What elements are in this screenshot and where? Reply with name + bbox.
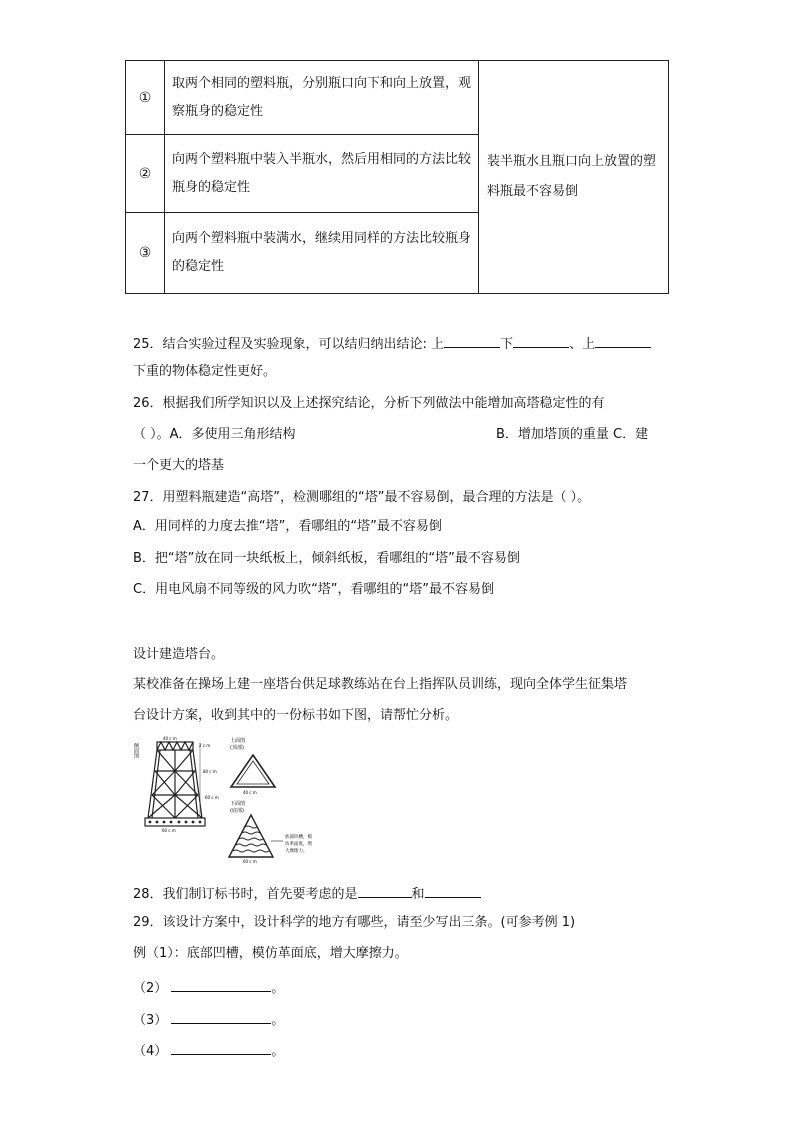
answer-item-2: （2） 。 [133, 977, 284, 998]
bottom-view-label-2: (底部) [230, 808, 244, 814]
dim-top: 40 c m [163, 736, 177, 741]
question-26: 26．根据我们所学知识以及上述探究结论，分析下列做法中能增加高塔稳定性的有 [133, 396, 605, 411]
result-cell: 装半瓶水且瓶口向上放置的塑料瓶最不容易倒 [479, 61, 669, 294]
answer-item-4: （4） 。 [133, 1040, 284, 1061]
side-view-label: 侧面图 [133, 743, 139, 758]
answer-blank[interactable] [171, 977, 271, 992]
note-line-1: 底部凹槽，模 [285, 835, 312, 840]
answer-blank[interactable] [171, 1009, 271, 1024]
top-view-triangle [231, 755, 275, 787]
dim-tri-bottom: 60 c m [243, 859, 257, 864]
answer-item-3: （3） 。 [133, 1009, 284, 1030]
answer-blank[interactable] [358, 883, 412, 898]
step-text: 取两个相同的塑料瓶，分别瓶口向下和向上放置，观察瓶身的稳定性 [165, 61, 479, 135]
option-a: A．用同样的力度去推“塔”，看哪组的“塔”最不容易倒 [133, 519, 442, 534]
bottom-view-label: 下面图 [230, 801, 246, 807]
tower-design-figure [133, 733, 333, 865]
question-29: 29．该设计方案中，设计科学的地方有哪些，请至少写出三条。(可参考例 1) [133, 915, 576, 930]
question-28: 28．我们制订标书时，首先要考虑的是 和 [133, 883, 481, 904]
dim-bottom: 60 c m [162, 828, 176, 833]
step-text: 向两个塑料瓶中装满水，继续用同样的方法比较瓶身的稳定性 [165, 213, 479, 294]
dim-h2: 80 c m [203, 769, 217, 774]
question-25: 25．结合实验过程及实验现象，可以结归纳出结论: 上 下 、上 [133, 333, 651, 354]
option-c: C．用电风扇不同等级的风力吹“塔”，看哪组的“塔”最不容易倒 [133, 582, 495, 597]
table-row [126, 61, 669, 135]
answer-blank[interactable] [513, 333, 569, 348]
step-text: 向两个塑料瓶中装入半瓶水，然后用相同的方法比较瓶身的稳定性 [165, 135, 479, 213]
note-line-3: 大摩擦力。 [285, 849, 308, 854]
section-intro: 某校准备在操场上建一座塔台供足球教练站在台上指挥队员训练，现向全体学生征集塔 [133, 677, 628, 692]
experiment-table [125, 60, 669, 294]
step-number: ③ [126, 213, 165, 294]
dim-tri-top: 40 c m [243, 790, 257, 795]
answer-blank[interactable] [425, 883, 481, 898]
dim-h3: 60 c m [205, 795, 219, 800]
question-25-cont: 下重的物体稳定性更好。 [133, 364, 277, 379]
question-26-cont: 一个更大的塔基 [133, 458, 225, 473]
section-intro: 台设计方案，收到其中的一份标书如下图，请帮忙分析。 [133, 708, 459, 723]
dim-h1: 2 c m [199, 743, 211, 748]
question-26-options: （ ）。A．多使用三角形结构 [133, 427, 296, 442]
question-26-options-b: B．增加塔顶的重量 C．建 [496, 427, 649, 442]
step-number: ① [126, 61, 165, 135]
tower-side-view [145, 742, 205, 826]
base-dots [149, 821, 202, 824]
step-number: ② [126, 135, 165, 213]
answer-blank[interactable] [171, 1040, 271, 1055]
answer-blank[interactable] [444, 333, 500, 348]
section-title: 设计建造塔台。 [133, 647, 225, 662]
example-1: 例（1）：底部凹槽，模仿革面底，增大摩擦力。 [133, 946, 408, 961]
question-27: 27．用塑料瓶建造“高塔”，检测哪组的“塔”最不容易倒，最合理的方法是（ ）。 [133, 490, 591, 505]
option-b: B．把“塔”放在同一块纸板上，倾斜纸板，看哪组的“塔”最不容易倒 [133, 551, 520, 566]
answer-blank[interactable] [595, 333, 651, 348]
top-view-label-2: (顶部) [230, 745, 244, 751]
top-view-label: 上面图 [230, 738, 246, 744]
note-line-2: 仿革面底，增 [285, 842, 312, 847]
